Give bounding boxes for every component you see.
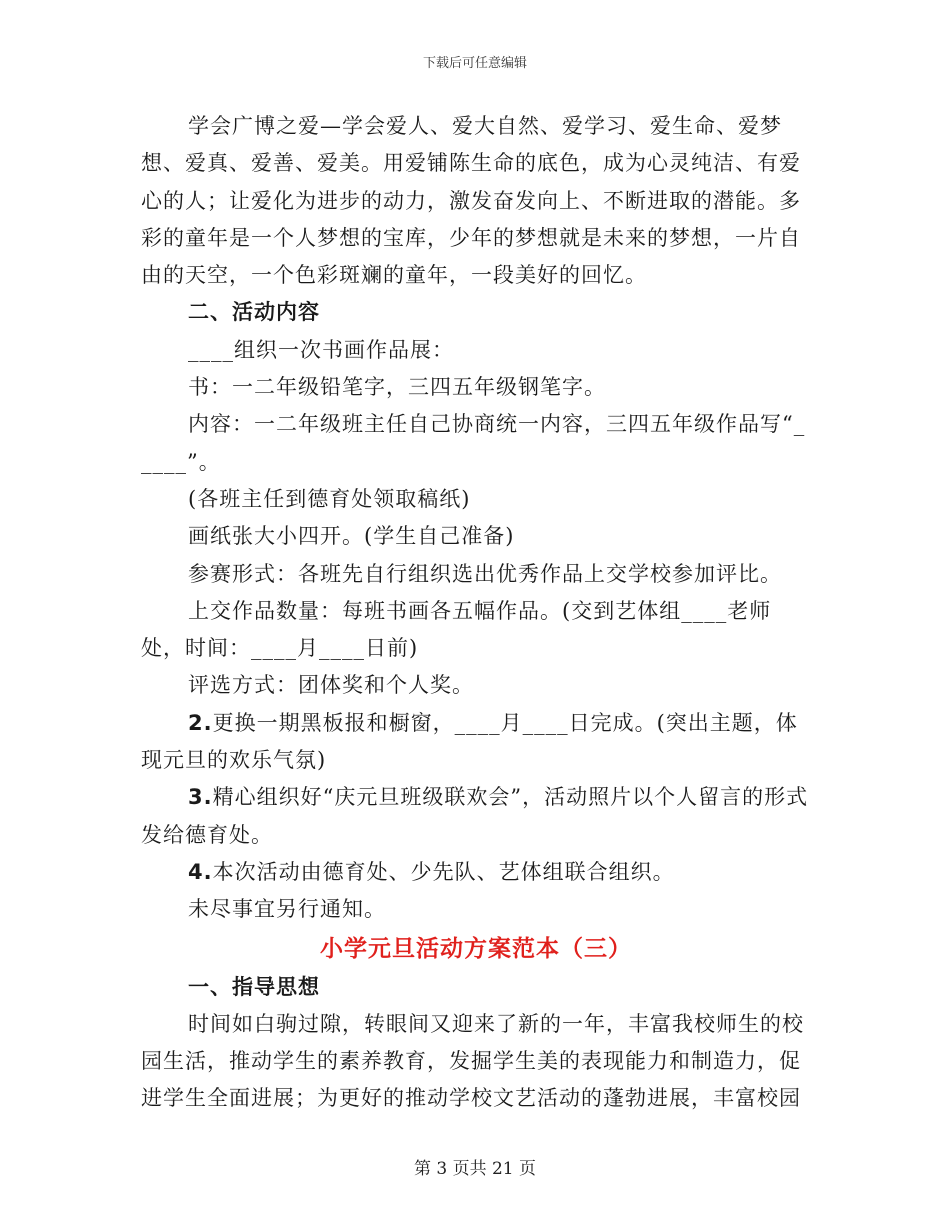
item-4-organizers	[141, 854, 811, 891]
intro-paragraph: 学会广博之爱—学会爱人、爱大自然、爱学习、爱生命、爱梦想、爱真、爱善、爱美。用爱铺陈生命的底色，成为心灵纯洁、有爱心的人；让爱化为进步的动力，激发奋发向上、不断进取的潜能。多彩的童年是一个人梦想的宝库，少年的梦想就是未来的梦想，一片自由的天空，一个色彩斑斓的童年，一段美好的回忆。	[141, 114, 801, 288]
item-3-party	[141, 779, 811, 854]
item-paper-size: 画纸张大小四开。(学生自己准备)	[188, 524, 515, 549]
item-4-text: 本次活动由德育处、少先队、艺体组联合组织。	[212, 859, 675, 884]
item-3-text: 精心组织好“庆元旦班级联欢会”，活动照片以个人留言的形式发给德育处。	[141, 785, 809, 847]
document-body	[141, 108, 811, 1118]
item-3-number: 3.	[188, 785, 213, 810]
item-4-number: 4.	[188, 859, 213, 884]
item-2-text: 更换一期黑板报和橱窗，____月____日完成。(突出主题，体现元旦的欢乐气氛)	[141, 710, 798, 773]
guide-paragraph: 时间如白驹过隙，转眼间又迎来了新的一年，丰富我校师生的校园生活，推动学生的素养教育，发掘学生美的表现能力和制造力，促进学生全面进展；为更好的推动学校文艺活动的蓬勃进展，丰富校园	[141, 1011, 804, 1111]
item-2-number: 2.	[188, 710, 213, 735]
item-judging-method: 评选方式：团体奖和个人奖。	[188, 673, 474, 698]
section-heading-activity-content: 二、活动内容	[188, 300, 320, 325]
item-organize-exhibition: ____组织一次书画作品展：	[188, 337, 454, 362]
item-participation-form: 参赛形式：各班先自行组织选出优秀作品上交学校参加评比。	[188, 561, 782, 586]
page-footer: 第 3 页共 21 页	[413, 1159, 537, 1179]
page-header: 下载后可任意编辑	[422, 56, 527, 71]
item-notice: 未尽事宜另行通知。	[188, 897, 386, 922]
item-paper-pickup: (各班主任到德育处领取稿纸)	[188, 486, 471, 511]
document-title: 小学元旦活动方案范本（三）	[320, 935, 632, 962]
item-submission-quantity: 上交作品数量：每班书画各五幅作品。(交到艺体组____老师处，时间：____月____日前)	[141, 598, 772, 661]
item-2-blackboard	[141, 705, 811, 780]
item-calligraphy: 书：一二年级铅笔字，三四五年级钢笔字。	[188, 375, 606, 400]
section-heading-guiding-thought: 一、指导思想	[188, 974, 320, 999]
item-content: 内容：一二年级班主任自己协商统一内容，三四五年级作品写“_____”。	[141, 412, 806, 474]
